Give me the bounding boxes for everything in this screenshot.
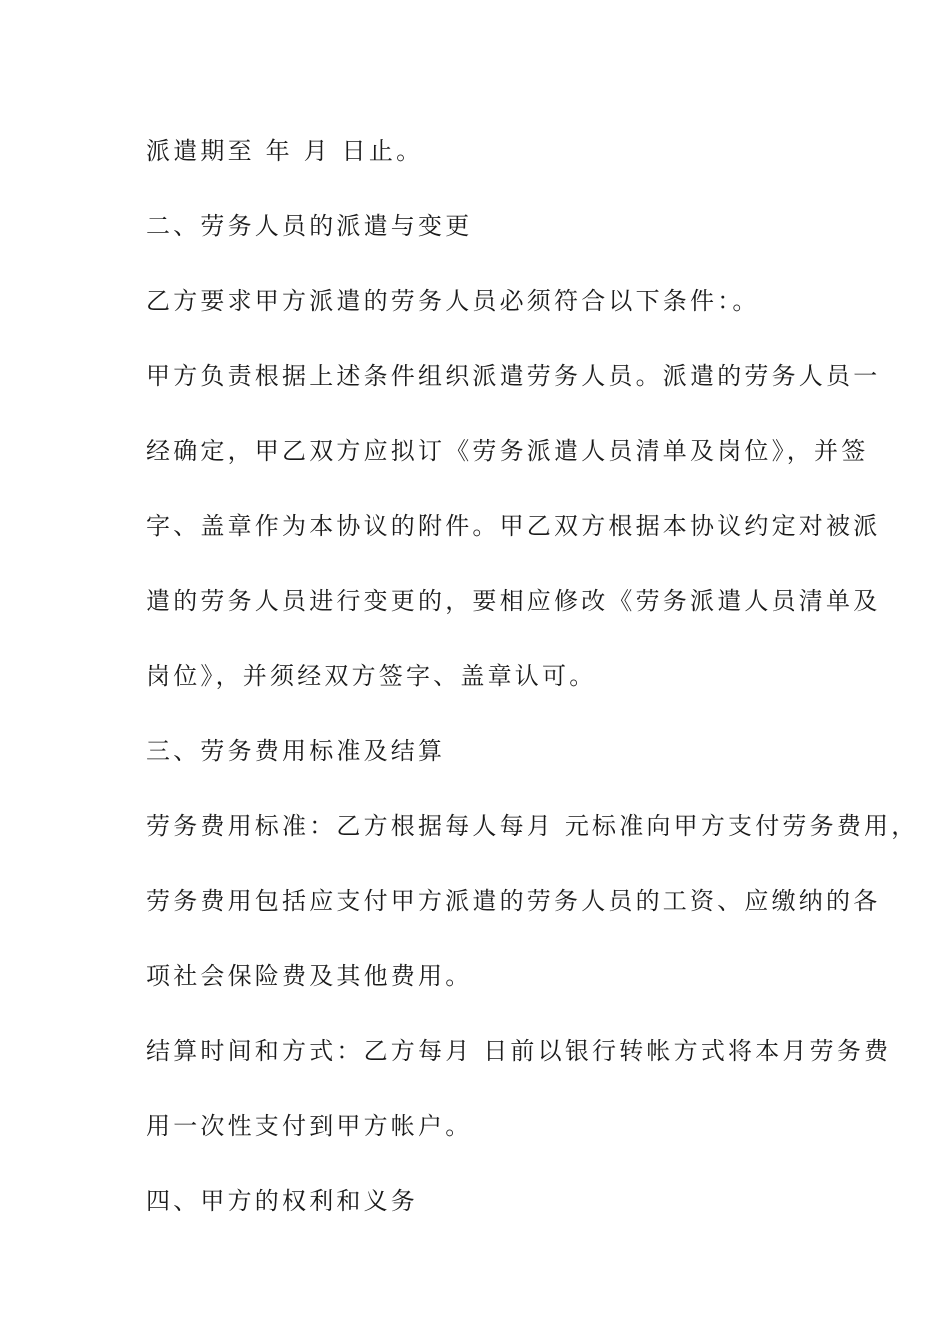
text-line-fee-standard: 劳务费用标准：乙方根据每人每月 元标准向甲方支付劳务费用，	[146, 812, 919, 840]
text-line-conditions: 乙方要求甲方派遣的劳务人员必须符合以下条件：。	[146, 287, 760, 315]
text-line-dispatch-period: 派遣期至 年 月 日止。	[146, 137, 424, 165]
document-body	[146, 128, 919, 1253]
text-line: 岗位》，并须经双方签字、盖章认可。	[146, 662, 597, 690]
text-line: 遣的劳务人员进行变更的，要相应修改《劳务派遣人员清单及	[146, 587, 881, 615]
text-line: 甲方负责根据上述条件组织派遣劳务人员。派遣的劳务人员一	[146, 362, 881, 390]
text-line: 项社会保险费及其他费用。	[146, 962, 473, 990]
section-heading-party-a-rights: 四、甲方的权利和义务	[146, 1187, 418, 1215]
text-line: 劳务费用包括应支付甲方派遣的劳务人员的工资、应缴纳的各	[146, 887, 881, 915]
section-heading-fee-standard: 三、劳务费用标准及结算	[146, 737, 446, 765]
text-line: 用一次性支付到甲方帐户。	[146, 1112, 473, 1140]
section-heading-dispatch-and-change: 二、劳务人员的派遣与变更	[146, 212, 473, 240]
text-line-settlement: 结算时间和方式：乙方每月 日前以银行转帐方式将本月劳务费	[146, 1037, 892, 1065]
text-line: 字、盖章作为本协议的附件。甲乙双方根据本协议约定对被派	[146, 512, 881, 540]
text-line: 经确定，甲乙双方应拟订《劳务派遣人员清单及岗位》，并签	[146, 437, 869, 465]
